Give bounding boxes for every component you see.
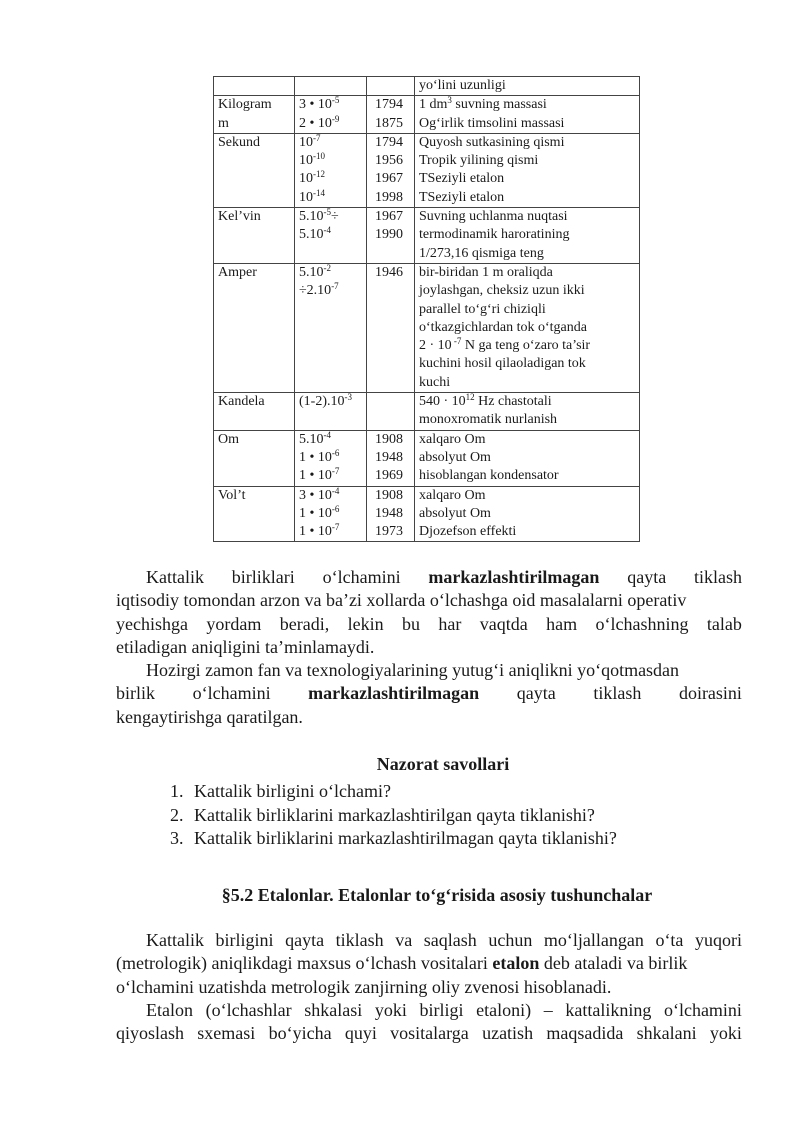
description-line: $540 \cdot 10^{12}$ Hz chastotali (419, 392, 552, 410)
year: 1967 (375, 171, 403, 187)
paragraph-modern-science (116, 659, 742, 729)
paragraph-line: iqtisodiy tomondan arzon va ba’zi xollarda o‘lchashga oid masalalarni operativ (116, 590, 687, 611)
paragraph-etalon-definition (116, 929, 742, 999)
error-value: 3 • $10^{-5}$ (299, 95, 340, 113)
unit-name: Kilogram (218, 97, 272, 113)
description-line: absolyut Om (419, 449, 491, 465)
description-line: xalqaro Om (419, 431, 486, 447)
error-value: $5.10^{-5}\div$ (299, 207, 339, 225)
description-cell (415, 133, 640, 207)
error-value: $10^{-12}$ (299, 169, 325, 187)
unit-name-cell (214, 208, 295, 264)
error-value-cell (295, 430, 367, 486)
year: 1794 (375, 134, 403, 150)
unit-name-cell (214, 393, 295, 431)
error-value: 1 • $10^{-6}$ (299, 447, 340, 465)
description-line: monoxromatik nurlanish (419, 412, 558, 428)
error-value-cell (295, 486, 367, 542)
error-value: $(1-2).10^{-3}$ (299, 392, 352, 410)
description-line: 2 · 10 $^{-7}$ N ga teng o‘zaro ta’sir (419, 336, 591, 354)
description-cell (415, 96, 640, 134)
table-row (214, 393, 640, 431)
bold-term: markazlashtirilmagan (428, 567, 600, 587)
description-line: hisoblangan kondensator (419, 468, 559, 484)
description-line: 1/273,16 qismiga teng (419, 245, 544, 261)
paragraph-line: qiyoslash sxemasi bo‘yicha quyi vositalarga uzatish maqsadida shkalani yoki (116, 1023, 742, 1044)
year: 1908 (375, 431, 403, 447)
description-line: 1 $dm^3$ suvning massasi (419, 95, 547, 113)
year-cell (367, 133, 415, 207)
year-cell (367, 96, 415, 134)
table-row (214, 96, 640, 134)
table-row (214, 430, 640, 486)
paragraph-line: birlik o‘lchamini markazlashtirilmagan qayta tiklash doirasini (116, 682, 742, 705)
error-value-cell (295, 96, 367, 134)
error-value: $5.10^{-2}$ (299, 262, 331, 280)
description-line: bir-biridan 1 m oraliqda (419, 264, 553, 280)
year: 1956 (375, 153, 403, 169)
table-cell (295, 77, 367, 96)
year: 1948 (375, 449, 403, 465)
paragraph-line: Kattalik birligini qayta tiklash va saqlash uchun mo‘ljallangan o‘ta yuqori (146, 930, 742, 950)
error-value: $5.10^{-4}$ (299, 225, 331, 243)
unit-name: Amper (218, 264, 257, 280)
list-item: 3. Kattalik birliklarini markazlashtirilmagan qayta tiklanishi? (170, 828, 617, 848)
units-history-table (213, 76, 640, 542)
description-line: Og‘irlik timsolini massasi (419, 115, 565, 131)
table-cell (214, 77, 295, 96)
unit-name: Kandela (218, 394, 265, 410)
error-value: 1 • $10^{-6}$ (299, 503, 340, 521)
year: 1908 (375, 487, 403, 503)
description-line: o‘tkazgichlardan tok o‘tganda (419, 319, 587, 335)
paragraph-decentralized-reproduction (116, 566, 742, 659)
bold-term: markazlashtirilmagan (308, 683, 480, 704)
description-line: Suvning uchlanma nuqtasi (419, 209, 568, 225)
error-value-cell (295, 133, 367, 207)
unit-name-cell (214, 263, 295, 392)
year-cell (367, 208, 415, 264)
unit-name: Sekund (218, 134, 260, 150)
error-value: 3 • $10^{-4}$ (299, 485, 340, 503)
description-line: absolyut Om (419, 505, 491, 521)
error-value: 1 • $10^{-7}$ (299, 466, 340, 484)
year: 1967 (375, 209, 403, 225)
description-line: TSeziyli etalon (419, 189, 505, 205)
description-cell (415, 430, 640, 486)
error-value: 2 • $10^{-9}$ (299, 113, 340, 131)
description-line: xalqaro Om (419, 487, 486, 503)
table-cell: yo‘lini uzunligi (415, 77, 640, 96)
paragraph-line: kengaytirishga qaratilgan. (116, 706, 303, 727)
paragraph-line: Kattalik birliklari o‘lchamini markazlashtirilmagan qayta tiklash (116, 566, 742, 589)
table-cell (367, 77, 415, 96)
year-cell (367, 263, 415, 392)
description-line: kuchi (419, 374, 451, 390)
year: 1990 (375, 227, 403, 243)
year-cell (367, 393, 415, 431)
table-row (214, 263, 640, 392)
description-cell (415, 393, 640, 431)
description-cell (415, 263, 640, 392)
unit-name-cell (214, 430, 295, 486)
description-cell (415, 208, 640, 264)
table-row (214, 133, 640, 207)
error-value-cell (295, 263, 367, 392)
error-value: $10^{-14}$ (299, 187, 325, 205)
description-line: parallel to‘g‘ri chiziqli (419, 301, 546, 317)
error-value: $10^{-10}$ (299, 151, 325, 169)
year: 1946 (375, 264, 403, 280)
table-row (214, 486, 640, 542)
year-cell (367, 486, 415, 542)
paragraph-line: (metrologik) aniqlikdagi maxsus o‘lchash vositalari etalon deb ataladi va birlik (116, 953, 688, 974)
unit-name: m (218, 115, 229, 131)
list-item: 1. Kattalik birligini o‘lchami? (170, 781, 391, 801)
table-row-top-fragment (214, 77, 640, 96)
year: 1973 (375, 524, 403, 540)
description-line: Quyosh sutkasining qismi (419, 134, 565, 150)
bold-term: etalon (492, 953, 540, 974)
year: 1948 (375, 505, 403, 521)
table-row (214, 208, 640, 264)
year: 1998 (375, 189, 403, 205)
description-line: TSeziyli etalon (419, 171, 505, 187)
unit-name: Vol’t (218, 487, 246, 503)
paragraph-line: etiladigan aniqligini ta’minlamaydi. (116, 636, 375, 657)
paragraph-line: o‘lchamini uzatishda metrologik zanjirning oliy zvenosi hisoblanadi. (116, 976, 612, 997)
error-value-cell (295, 208, 367, 264)
control-questions-list (170, 780, 617, 851)
paragraph-line: yechishga yordam beradi, lekin bu har vaqtda ham o‘lchashning talab (116, 613, 742, 634)
section-heading-control-questions: Nazorat savollari (376, 754, 510, 774)
description-cell (415, 486, 640, 542)
paragraph-etalon-scales (116, 999, 742, 1046)
year-cell (367, 430, 415, 486)
unit-name: Kel’vin (218, 209, 261, 225)
description-line: Tropik yilining qismi (419, 153, 539, 169)
description-line: joylashgan, cheksiz uzun ikki (419, 283, 585, 299)
unit-name: Om (218, 431, 239, 447)
list-item: 2. Kattalik birliklarini markazlashtirilgan qayta tiklanishi? (170, 804, 595, 825)
description-line: termodinamik haroratining (419, 227, 570, 243)
paragraph-line: Hozirgi zamon fan va texnologiyalarining yutug‘i aniqlikni yo‘qotmasdan (146, 660, 680, 680)
error-value: $10^{-7}$ (299, 132, 321, 150)
year: 1969 (375, 468, 403, 484)
year: 1875 (375, 115, 403, 131)
unit-name-cell (214, 486, 295, 542)
description-line: kuchini hosil qilaoladigan tok (419, 356, 586, 372)
year: 1794 (375, 97, 403, 113)
section-heading-etalons: §5.2 Etalonlar. Etalonlar to‘g‘risida asosiy tushunchalar (221, 885, 653, 905)
unit-name-cell (214, 96, 295, 134)
description-line: Djozefson effekti (419, 524, 517, 540)
unit-name-cell (214, 133, 295, 207)
paragraph-line: Etalon (o‘lchashlar shkalasi yoki birligi etaloni) – kattalikning o‘lchamini (146, 1000, 742, 1020)
error-value: $5.10^{-4}$ (299, 429, 331, 447)
error-value-cell (295, 393, 367, 431)
error-value: 1 • $10^{-7}$ (299, 522, 340, 540)
error-value: $\div 2.10^{-7}$ (299, 281, 339, 299)
